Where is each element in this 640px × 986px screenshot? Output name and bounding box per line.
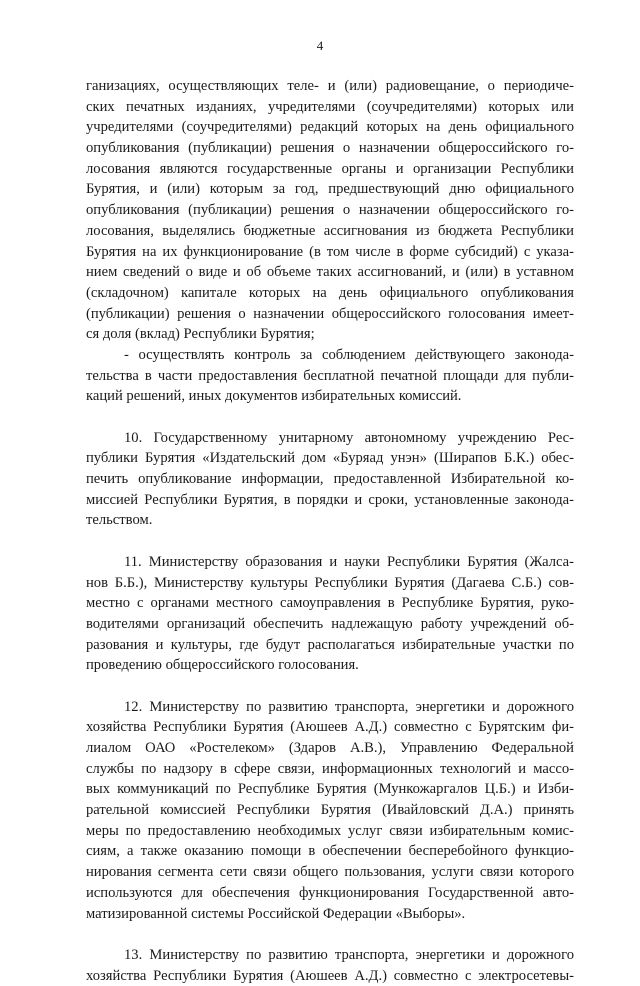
paragraph-spacer <box>86 924 574 945</box>
text-line: нием сведений о виде и об объеме таких ассигнований, и (или) в уставном <box>86 264 574 281</box>
paragraph-item-12 <box>86 697 574 925</box>
text-line: разования и культуры, где будут располагаться избирательные участки по <box>86 636 574 653</box>
text-line: 13. Министерству по развитию транспорта, энергетики и дорожного <box>124 946 574 963</box>
paragraph-spacer <box>86 531 574 552</box>
text-line: публики Бурятия «Издательский дом «Буряад унэн» (Ширапов Б.К.) обес- <box>86 450 574 467</box>
text-line: службы по надзору в сфере связи, информационных технологий и массо- <box>86 760 574 777</box>
text-line: (складочном) капитале которых на день официального опубликования <box>86 284 574 301</box>
text-line: лиалом ОАО «Ростелеком» (Здаров А.В.), Управлению Федеральной <box>86 740 574 756</box>
text-line: опубликования (публикации) решения о назначении общероссийского го- <box>86 140 574 157</box>
text-line: нирования сегмента сети связи общего пользования, услуги связи которого <box>86 864 574 881</box>
paragraph-spacer <box>86 676 574 697</box>
text-line: 10. Государственному унитарному автономному учреждению Рес- <box>124 429 574 446</box>
text-line: миссией Республики Бурятия, в порядки и сроки, установленные законода- <box>86 491 574 508</box>
paragraph-continuation <box>86 76 574 345</box>
text-line: рательной комиссией Республики Бурятия (Ивайловский Д.А.) принять <box>86 802 574 819</box>
text-line: (публикации) решения о назначении общероссийского голосования имеет- <box>86 305 574 322</box>
text-line: используются для обеспечения функционирования Государственной авто- <box>86 884 574 901</box>
text-line: хозяйства Республики Бурятия (Аюшеев А.Д.) совместно с Бурятским фи- <box>86 719 574 736</box>
text-line: ганизациях, осуществляющих теле- и (или) радиовещание, о периодиче- <box>86 78 574 94</box>
text-line: 11. Министерству образования и науки Республики Бурятия (Жалса- <box>124 553 574 570</box>
text-line: вых коммуникаций по Республике Бурятия (Мункожаргалов Ц.Б.) и Изби- <box>86 781 574 798</box>
text-line: матизированной системы Российской Федерации «Выборы». <box>86 905 466 922</box>
paragraph-item-11 <box>86 552 574 676</box>
text-line: нов Б.Б.), Министерству культуры Республики Бурятия (Дагаева С.Б.) сов- <box>86 574 574 591</box>
text-line: Бурятия, и (или) которым за год, предшествующий дню официального <box>86 181 574 198</box>
text-line: тельством. <box>86 512 153 529</box>
text-line: учредителями (соучредителями) редакций которых на день официального <box>86 119 574 136</box>
text-line: лосования являются государственные органы и организации Республики <box>86 160 574 177</box>
text-line: опубликования (публикации) решения о назначении общероссийского го- <box>86 202 574 219</box>
text-line: 12. Министерству по развитию транспорта, энергетики и дорожного <box>124 698 574 715</box>
text-line: каций решений, иных документов избирательных комиссий. <box>86 388 462 405</box>
paragraph-item-10 <box>86 428 574 531</box>
page-number: 4 <box>316 38 324 53</box>
text-line: печить опубликование информации, предоставленной Избирательной ко- <box>86 471 574 488</box>
text-line: сиям, а также оказанию помощи в обеспечении бесперебойного функцио- <box>86 843 574 860</box>
text-line: Бурятия на их функционирование (в том числе в форме субсидий) с указа- <box>86 243 574 260</box>
text-line: лосования, выделялись бюджетные ассигнования из бюджета Республики <box>86 222 574 239</box>
text-line: ся доля (вклад) Республики Бурятия; <box>86 326 315 343</box>
text-line: - осуществлять контроль за соблюдением действующего законода- <box>124 346 574 363</box>
paragraph-control-bullet <box>86 345 574 407</box>
text-line: проведению общероссийского голосования. <box>86 657 359 674</box>
paragraph-spacer <box>86 407 574 428</box>
text-line: меры по предоставлению необходимых услуг связи избирательным комис- <box>86 822 574 839</box>
document-body <box>86 76 574 986</box>
text-line: водителями организаций обеспечить надлежащую работу учреждений об- <box>86 615 574 632</box>
text-line: ских печатных изданиях, учредителями (соучредителями) которых или <box>86 98 574 115</box>
text-line: хозяйства Республики Бурятия (Аюшеев А.Д.) совместно с электросетевы- <box>86 967 574 984</box>
text-line: местно с органами местного самоуправления в Республике Бурятия, руко- <box>86 595 574 612</box>
paragraph-item-13 <box>86 945 574 986</box>
text-line: тельства в части предоставления бесплатной печатной площади для публи- <box>86 367 574 384</box>
